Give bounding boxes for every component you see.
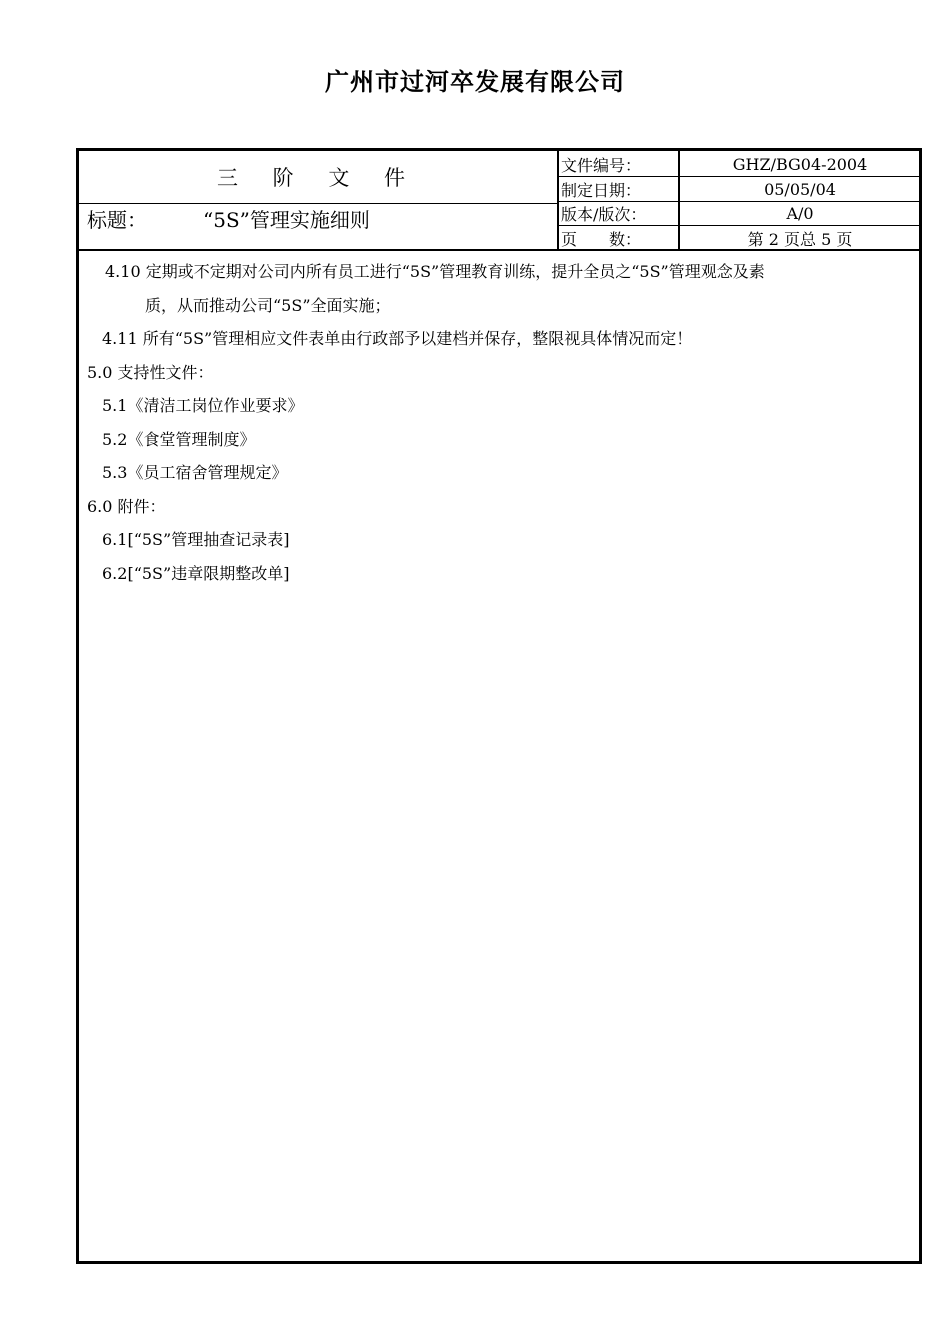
list-item: 5.3《员工宿舍管理规定》 xyxy=(102,463,288,482)
section-6-heading: 6.0 附件： xyxy=(87,496,166,516)
doc-type-label: 三 阶 文 件 xyxy=(216,166,420,190)
title-label: 标题： xyxy=(87,207,147,232)
clause-4-10-line2: 质，从而推动公司“5S”全面实施； xyxy=(145,295,391,315)
page-count-value: 第 2 页总 5 页 xyxy=(747,229,853,249)
doc-number-label: 文件编号： xyxy=(561,155,642,175)
attachment-item: 6.1[“5S”管理抽查记录表] xyxy=(102,530,290,549)
document-header-table xyxy=(79,151,919,251)
clause-4-10-line1: 4.10 定期或不定期对公司内所有员工进行“5S”管理教育训练，提升全员之“5S”管理观念及素 xyxy=(105,262,765,281)
version-value: A/0 xyxy=(786,203,814,223)
document-title: “5S”管理实施细则 xyxy=(203,207,370,232)
list-item: 5.2《食堂管理制度》 xyxy=(102,429,256,449)
list-item: 5.1《清洁工岗位作业要求》 xyxy=(102,396,304,415)
document-frame xyxy=(76,148,922,1264)
issue-date-value: 05/05/04 xyxy=(764,179,836,199)
attachment-item: 6.2[“5S”违章限期整改单] xyxy=(102,563,290,583)
doc-number-value: GHZ/BG04-2004 xyxy=(732,154,868,174)
company-name: 广州市过河卒发展有限公司 xyxy=(325,68,625,96)
section-5-heading: 5.0 支持性文件： xyxy=(87,362,214,382)
issue-date-label: 制定日期： xyxy=(561,180,642,200)
document-body xyxy=(87,255,915,590)
version-label: 版本/版次： xyxy=(561,204,647,224)
clause-4-11: 4.11 所有“5S”管理相应文件表单由行政部予以建档并保存，整限视具体情况而定！ xyxy=(102,329,693,348)
page-count-label: 页 数： xyxy=(561,229,642,249)
